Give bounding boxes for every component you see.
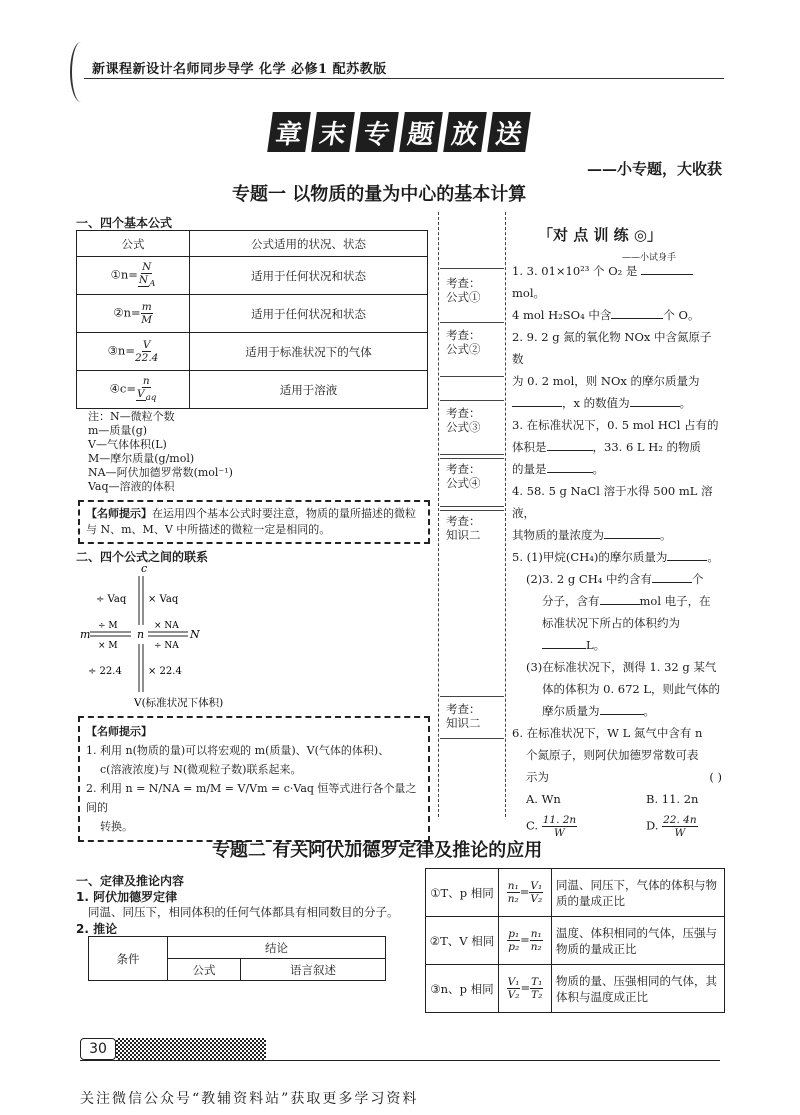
denominator: V₂	[530, 893, 543, 905]
fraction	[530, 928, 543, 953]
tip-label: 【名师提示】	[86, 507, 152, 520]
denominator	[138, 274, 156, 290]
label-mul-m: × M	[98, 641, 118, 651]
slogan: ——小专题，大收获	[586, 160, 722, 178]
denominator-main: V	[136, 387, 145, 400]
q5c: 分子，含有	[542, 594, 600, 608]
node-n: n	[137, 628, 145, 641]
tip-label: 【名师提示】	[86, 725, 152, 738]
th-desc: 语言叙述	[241, 959, 386, 981]
denominator-sub: A	[149, 279, 156, 290]
fraction	[507, 928, 520, 953]
side-label-a: 考查：	[446, 702, 481, 716]
side-rule	[440, 458, 504, 459]
q2c: ，x 的数值为	[562, 396, 630, 410]
denominator-sub: aq	[145, 393, 157, 404]
side-rule	[440, 510, 504, 511]
title-char: 放	[443, 112, 487, 152]
tip-line: 2. 利用 n = N/NA = m/M = V/Vm = c·Vaq 恒等式进行各个量之间的	[86, 782, 417, 814]
side-rule	[440, 454, 504, 455]
footer-note: 关注微信公众号“教辅资料站”获取更多学习资料	[80, 1091, 419, 1107]
q6-options-ab	[512, 788, 722, 810]
denominator: p₂	[508, 941, 520, 953]
denominator: 22.4	[134, 352, 159, 364]
q5a: 5. (1)甲烷(CH₄)的摩尔质量为	[512, 550, 668, 564]
page-number-pattern	[116, 1038, 266, 1060]
q1b-unit: 个 O。	[663, 308, 700, 322]
formula-cell	[77, 257, 190, 295]
formula-cell	[77, 295, 190, 333]
chapter-title	[270, 112, 528, 152]
side-label-b: 公式④	[446, 476, 481, 490]
numerator: V₁	[507, 976, 520, 988]
topic2-sub2: 2. 推论	[76, 922, 118, 936]
desc-cell: 物质的量、压强相同的气体，其体积与温度成正比	[552, 965, 725, 1013]
blank[interactable]	[547, 472, 593, 473]
numerator: p₁	[508, 928, 520, 940]
numerator: n₁	[507, 880, 519, 892]
tip-text: 在运用四个基本公式时要注意，物质的量所描述的微粒与 N、m、M、V 中所描述的微粒一定是相同的。	[86, 507, 416, 536]
side-label	[446, 514, 481, 542]
title-char: 专	[355, 112, 399, 152]
fraction	[507, 976, 521, 1001]
condition-cell: 适用于任何状况和状态	[190, 257, 428, 295]
cond-cell: ①T、p 相同	[426, 869, 499, 917]
denominator: W	[554, 827, 565, 839]
blank[interactable]	[630, 406, 680, 407]
title-char: 章	[267, 112, 311, 152]
exercise-list	[512, 260, 722, 839]
numerator: V	[142, 339, 151, 351]
q4-line1: 4. 58. 5 g NaCl 溶于水得 500 mL 溶液，	[512, 484, 713, 520]
notes	[88, 410, 233, 494]
tip-line: c(溶液浓度)与 N(微观粒子数)联系起来。	[100, 763, 302, 776]
option-a[interactable]: A. Wn	[526, 792, 561, 806]
topic2-sec1: 一、定律及推论内容	[76, 874, 185, 888]
th-concl: 结论	[168, 937, 386, 959]
q5h: 摩尔质量为	[542, 704, 600, 718]
denominator: M	[141, 314, 153, 326]
option-c-letter: C.	[526, 818, 539, 833]
formula-lhs: ③n=	[107, 343, 135, 358]
side-label-a: 考查：	[446, 406, 481, 420]
option-d-frac	[662, 814, 697, 839]
exercise-title-text: 对 点 训 练	[553, 226, 629, 244]
side-rule	[440, 268, 504, 269]
q3c: 的量是	[512, 462, 547, 476]
formula-cell: $\frac{\text{n₁}}{\text{n₂}}$ = $\frac{\text{V₁}}{\text{V₂}}$	[499, 869, 552, 917]
exercise-title: 「对 点 训 练 ◎」	[538, 226, 662, 244]
formula-cell	[77, 371, 190, 409]
q6-line3	[512, 766, 722, 788]
q5-line3	[512, 590, 722, 612]
denominator: n₂	[530, 941, 542, 953]
fraction	[529, 880, 543, 905]
option-c[interactable]	[526, 814, 646, 839]
formula-table	[76, 230, 428, 409]
title-char: 送	[487, 112, 531, 152]
header-rule	[84, 78, 724, 79]
blank[interactable]	[604, 538, 660, 539]
side-label-b: 公式③	[446, 420, 481, 434]
q6-line2: 个氮原子，则阿伏加德罗常数可表	[526, 748, 699, 762]
side-label-a: 考查：	[446, 462, 481, 476]
q5b: (2)3. 2 g CH₄ 中约含有	[526, 572, 652, 586]
q6c: 示为	[526, 770, 549, 784]
label-mul-224: × 22.4	[148, 666, 182, 677]
numerator: m	[141, 301, 152, 313]
blank[interactable]	[600, 604, 640, 605]
blank[interactable]	[600, 714, 644, 715]
denominator: n₂	[507, 893, 519, 905]
label-div-224: ÷ 22.4	[88, 666, 122, 677]
side-label	[446, 276, 481, 304]
denominator: V₂	[507, 989, 520, 1001]
note-line: V—气体体积(L)	[88, 438, 167, 451]
blank[interactable]	[667, 560, 707, 561]
q5c2: mol 电子，在	[639, 594, 711, 608]
side-rule	[440, 738, 504, 739]
q5-line1: 5. (1)甲烷(CH₄)的摩尔质量为 。	[512, 550, 719, 564]
node-v: V(标准状况下体积)	[134, 697, 224, 709]
side-label-a: 考查：	[446, 514, 481, 528]
formula-cell	[77, 333, 190, 371]
cond-cell: ③n、p 相同	[426, 965, 499, 1013]
side-label-a: 考查：	[446, 328, 481, 342]
q3-line3: 的量是 。	[512, 462, 604, 476]
node-m: m	[80, 628, 91, 641]
formula-lhs: ④c=	[109, 381, 136, 396]
tip-line: 1. 利用 n(物质的量)可以将宏观的 m(质量)、V(气体的体积)、	[86, 744, 390, 757]
numerator: 22. 4n	[663, 814, 697, 826]
numerator: n	[142, 374, 150, 387]
topic1-title: 专题一 以物质的量为中心的基本计算	[232, 184, 527, 205]
inference-header-table	[88, 936, 386, 981]
formula-fraction	[141, 301, 153, 326]
fraction	[507, 880, 520, 905]
condition-cell: 适用于标准状况下的气体	[190, 333, 428, 371]
label-mul-vaq: × Vaq	[148, 594, 179, 605]
side-label-b: 知识二	[446, 528, 481, 542]
formula-cell: $\frac{\text{V₁}}{\text{V₂}}$ = $\frac{\text{T₁}}{\text{T₂}}$	[499, 965, 552, 1013]
q6-line1: 6. 在标准状况下，W L 氮气中含有 n	[512, 726, 703, 740]
topic1-sec2: 二、四个公式之间的联系	[76, 550, 209, 564]
label-div-m: ÷ M	[98, 621, 118, 631]
side-label	[446, 328, 481, 356]
side-label	[446, 462, 481, 490]
side-rule	[440, 696, 504, 697]
side-label-b: 公式①	[446, 290, 481, 304]
side-label	[446, 406, 481, 434]
column-divider-right	[505, 212, 506, 817]
page-number: 30	[80, 1038, 116, 1060]
teacher-tip-1	[78, 500, 430, 544]
th-condition: 公式适用的状况、状态	[190, 231, 428, 257]
denominator	[136, 388, 156, 404]
side-rule	[440, 376, 504, 377]
note-line: 注：N—微粒个数	[88, 410, 175, 423]
q1-line1	[512, 260, 722, 304]
side-label-a: 考查：	[446, 276, 481, 290]
side-rule	[440, 506, 504, 507]
denominator: T₂	[531, 989, 543, 1001]
tip-line: 转换。	[100, 820, 133, 833]
q3-line1: 3. 在标准状况下，0. 5 mol HCl 占有的	[512, 418, 719, 432]
side-rule	[440, 322, 504, 323]
q4b: 其物质的量浓度为	[512, 528, 604, 542]
q1b: 4 mol H₂SO₄ 中含	[512, 308, 612, 322]
side-label-b: 知识二	[446, 716, 481, 730]
side-rule	[440, 400, 504, 401]
denominator: W	[674, 827, 686, 839]
note-line: M—摩尔质量(g/mol)	[88, 452, 195, 465]
th-formula: 公式	[168, 959, 241, 981]
note-line: m—质量(g)	[88, 424, 148, 437]
q5-line5	[512, 634, 722, 656]
numerator: n₁	[530, 928, 542, 940]
option-d-letter: D.	[646, 818, 659, 833]
column-divider-left	[438, 212, 439, 817]
side-label	[446, 702, 481, 730]
fraction	[530, 976, 543, 1001]
q5-line4: 标准状况下所占的体积约为	[542, 616, 680, 630]
q5-line6: (3)在标准状况下，测得 1. 32 g 某气	[526, 660, 717, 674]
q5e: L。	[586, 638, 606, 652]
answer-paren: ( )	[709, 770, 722, 784]
q2-line3: ，x 的数值为 。	[512, 392, 722, 414]
blank[interactable]	[547, 450, 593, 451]
q5-line2	[512, 568, 722, 590]
numerator: N	[142, 260, 152, 273]
note-line: NA—阿伏加德罗常数(mol⁻¹)	[88, 466, 233, 479]
option-b[interactable]: B. 11. 2n	[646, 792, 699, 806]
formula-fraction	[138, 261, 156, 290]
relation-diagram	[76, 560, 256, 710]
blank[interactable]	[542, 648, 586, 649]
q3b2: ，33. 6 L H₂ 的物质	[592, 440, 702, 454]
q6-options-cd	[512, 814, 722, 839]
q1-line2	[512, 304, 722, 326]
th-cond: 条件	[89, 937, 168, 981]
formula-fraction	[136, 375, 156, 404]
exercise-subtitle: ——小试身手	[622, 253, 677, 263]
law-text: 同温、同压下，相同体积的任何气体都具有相同数目的分子。	[88, 905, 399, 919]
q1a: 1. 3. 01×10²³ 个 O₂ 是	[512, 264, 638, 278]
q2-line2: 为 0. 2 mol，则 NOx 的摩尔质量为	[512, 374, 700, 388]
title-char: 题	[399, 112, 443, 152]
q3b: 体积是	[512, 440, 547, 454]
label-mul-na: × NA	[154, 621, 179, 631]
formula-cell: $\frac{\text{p₁}}{\text{p₂}}$ = $\frac{\text{n₁}}{\text{n₂}}$	[499, 917, 552, 965]
formula-lhs: ②n=	[113, 305, 141, 320]
q3-line2	[512, 436, 722, 458]
numerator: V₁	[530, 880, 543, 892]
q2-line1: 2. 9. 2 g 氮的氧化物 NOx 中含氮原子数	[512, 330, 712, 366]
node-c: c	[141, 562, 148, 575]
label-div-na: ÷ NA	[154, 641, 179, 651]
note-line: Vaq—溶液的体积	[88, 480, 175, 493]
q1a-unit: mol。	[512, 286, 546, 300]
blank[interactable]	[512, 406, 562, 407]
numerator: 11. 2n	[542, 814, 577, 826]
q5b2: 个	[692, 572, 704, 586]
footer-rule	[80, 1060, 720, 1061]
topic2-title: 专题二 有关阿伏加德罗定律及推论的应用	[212, 840, 543, 861]
label-div-vaq: ÷ Vaq	[96, 594, 127, 605]
option-d[interactable]	[646, 814, 698, 839]
inference-table	[425, 868, 725, 1013]
condition-cell: 适用于溶液	[190, 371, 428, 409]
blank[interactable]	[652, 582, 692, 583]
desc-cell: 温度、体积相同的气体，压强与物质的量成正比	[552, 917, 725, 965]
denominator-main: N	[138, 273, 149, 286]
topic2-sub1: 1. 阿伏加德罗定律	[76, 890, 178, 904]
q4-line2: 其物质的量浓度为 。	[512, 528, 672, 542]
formula-lhs: ①n=	[110, 267, 138, 282]
condition-cell: 适用于任何状况和状态	[190, 295, 428, 333]
blank[interactable]	[641, 274, 693, 275]
side-label-b: 公式②	[446, 342, 481, 356]
formula-fraction	[135, 339, 158, 364]
q5-line8: 摩尔质量为 。	[542, 704, 655, 718]
header-bracket	[70, 42, 92, 102]
option-c-frac	[542, 814, 577, 839]
numerator: T₁	[531, 976, 543, 988]
teacher-tip-2	[78, 716, 430, 842]
title-char: 末	[311, 112, 355, 152]
book-header: 新课程新设计名师同步导学 化学 必修1 配苏教版	[92, 62, 387, 77]
blank[interactable]	[611, 318, 663, 319]
desc-cell: 同温、同压下，气体的体积与物质的量成正比	[552, 869, 725, 917]
cond-cell: ②T、V 相同	[426, 917, 499, 965]
topic1-sec1: 一、四个基本公式	[76, 216, 173, 230]
q5-line7: 体的体积为 0. 672 L，则此气体的	[542, 682, 721, 696]
node-N: N	[190, 628, 200, 641]
th-formula: 公式	[77, 231, 190, 257]
